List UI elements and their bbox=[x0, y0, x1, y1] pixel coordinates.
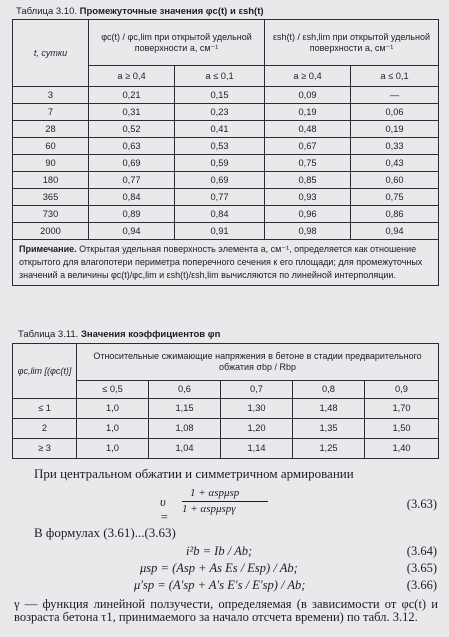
table-cell: 0,98 bbox=[265, 223, 351, 240]
table-row bbox=[13, 223, 439, 240]
equation-3-64: i²b = Ib / Ab; bbox=[186, 544, 253, 558]
table-3-10-body bbox=[13, 87, 439, 240]
table-cell: 0,60 bbox=[351, 172, 439, 189]
table-cell: 0,19 bbox=[265, 104, 351, 121]
table-cell: 1,14 bbox=[221, 439, 293, 459]
eq-number: (3.65) bbox=[406, 561, 437, 575]
table-cell: 0,15 bbox=[175, 87, 265, 104]
table-cell: 0,09 bbox=[265, 87, 351, 104]
table-cell: 730 bbox=[13, 206, 89, 223]
table-cell: 1,30 bbox=[221, 399, 293, 419]
note-text: Открытая удельная поверхность элемента a, см⁻¹, определяется как отношение открытого для влагопотери периметра поперечного сечения к его площади; для промежуточных значений a величины φc(t)/φc,lim и εsh(t)/εsh,lim вычисляются по линейной интерполяции. bbox=[19, 244, 423, 280]
formulas-ref: В формулах (3.61)...(3.63) bbox=[34, 525, 176, 540]
eq-number: (3.66) bbox=[406, 578, 437, 592]
table-cell: 0,31 bbox=[89, 104, 175, 121]
table-cell: 0,23 bbox=[175, 104, 265, 121]
sub-header-cell: 0,9 bbox=[365, 381, 439, 399]
table-cell: 0,75 bbox=[351, 189, 439, 206]
eq-lhs: υ = bbox=[160, 495, 169, 524]
sub-header-cell: 0,6 bbox=[149, 381, 221, 399]
table-cell: 1,70 bbox=[365, 399, 439, 419]
table-cell: 0,19 bbox=[351, 121, 439, 138]
eq-number: (3.63) bbox=[406, 497, 437, 511]
table-cell: 1,0 bbox=[77, 419, 149, 439]
table-cell: 2000 bbox=[13, 223, 89, 240]
table-cell: 0,21 bbox=[89, 87, 175, 104]
sub-header-cell: 0,7 bbox=[221, 381, 293, 399]
equation-3-66: μ′sp = (A′sp + A′s E′s / E′sp) / Ab; bbox=[134, 578, 306, 592]
table-cell: 7 bbox=[13, 104, 89, 121]
table-cell: 1,50 bbox=[365, 419, 439, 439]
caption-prefix: Таблица 3.11. bbox=[18, 329, 79, 340]
table-cell: 0,33 bbox=[351, 138, 439, 155]
table-row bbox=[13, 104, 439, 121]
table-cell: 60 bbox=[13, 138, 89, 155]
table-cell: 1,04 bbox=[149, 439, 221, 459]
table-cell: 0,48 bbox=[265, 121, 351, 138]
table-cell: ≥ 3 bbox=[13, 439, 77, 459]
table-row bbox=[13, 399, 439, 419]
eq-number: (3.64) bbox=[406, 544, 437, 558]
table-cell: 28 bbox=[13, 121, 89, 138]
table-cell: 0,53 bbox=[175, 138, 265, 155]
table-cell: 0,84 bbox=[89, 189, 175, 206]
table-cell: — bbox=[351, 87, 439, 104]
sub-header-ge: a ≥ 0,4 bbox=[89, 66, 175, 87]
table-cell: 1,48 bbox=[293, 399, 365, 419]
table-row bbox=[13, 172, 439, 189]
eq-numerator: 1 + αspμsp bbox=[190, 487, 240, 499]
eq-denominator: 1 + αspμspγ bbox=[182, 503, 236, 515]
intro-paragraph: При центральном обжатии и симметричном армировании bbox=[34, 466, 354, 481]
table-cell: 90 bbox=[13, 155, 89, 172]
table-cell: 0,94 bbox=[89, 223, 175, 240]
table-cell: 2 bbox=[13, 419, 77, 439]
note-label: Примечание. bbox=[19, 244, 77, 254]
table-cell: 1,40 bbox=[365, 439, 439, 459]
table-cell: 1,08 bbox=[149, 419, 221, 439]
col-group-stress: Относительные сжимающие напряжения в бетоне в стадии предварительного обжатия σbp / Rbp bbox=[77, 344, 439, 381]
table-cell: 0,69 bbox=[89, 155, 175, 172]
sub-header-le: a ≤ 0,1 bbox=[175, 66, 265, 87]
sub-header-cell: 0,8 bbox=[293, 381, 365, 399]
equation-3-65: μsp = (Asp + As Es / Esp) / Ab; bbox=[140, 561, 298, 575]
table-3-11-body bbox=[13, 399, 439, 459]
table-cell: 180 bbox=[13, 172, 89, 189]
table-3-10 bbox=[12, 19, 439, 286]
col-group-eps: εsh(t) / εsh,lim при открытой удельной поверхности a, см⁻¹ bbox=[265, 20, 439, 66]
col-header-t: t, сутки bbox=[13, 20, 89, 87]
caption-prefix: Таблица 3.10. bbox=[16, 6, 78, 17]
table-cell: 1,35 bbox=[293, 419, 365, 439]
table-cell: 365 bbox=[13, 189, 89, 206]
caption-title: Промежуточные значения φc(t) и εsh(t) bbox=[79, 6, 264, 17]
table-cell: 0,77 bbox=[175, 189, 265, 206]
table-cell: 0,75 bbox=[265, 155, 351, 172]
table-cell: 0,91 bbox=[175, 223, 265, 240]
table-row bbox=[13, 206, 439, 223]
table-row bbox=[13, 419, 439, 439]
table-row bbox=[13, 155, 439, 172]
table-row bbox=[13, 138, 439, 155]
table-cell: 3 bbox=[13, 87, 89, 104]
col-group-phi: φc(t) / φc,lim при открытой удельной поверхности a, см⁻¹ bbox=[89, 20, 265, 66]
table-3-11 bbox=[12, 343, 439, 459]
table-row bbox=[13, 189, 439, 206]
sub-header-cell: ≤ 0,5 bbox=[77, 381, 149, 399]
table-cell: 0,89 bbox=[89, 206, 175, 223]
table-cell: 0,43 bbox=[351, 155, 439, 172]
table-cell: 0,41 bbox=[175, 121, 265, 138]
table-3-10-caption bbox=[16, 6, 436, 17]
table-cell: 1,25 bbox=[293, 439, 365, 459]
table-cell: 0,93 bbox=[265, 189, 351, 206]
table-cell: 0,94 bbox=[351, 223, 439, 240]
table-cell: ≤ 1 bbox=[13, 399, 77, 419]
table-row bbox=[13, 439, 439, 459]
table-cell: 0,96 bbox=[265, 206, 351, 223]
table-cell: 0,67 bbox=[265, 138, 351, 155]
table-cell: 0,06 bbox=[351, 104, 439, 121]
table-cell: 0,69 bbox=[175, 172, 265, 189]
sub-header-row bbox=[13, 381, 439, 399]
table-cell: 0,77 bbox=[89, 172, 175, 189]
col-header-phi: φc,lim [(φc(t)] bbox=[13, 344, 77, 399]
table-cell: 0,86 bbox=[351, 206, 439, 223]
table-cell: 0,63 bbox=[89, 138, 175, 155]
table-cell: 1,0 bbox=[77, 399, 149, 419]
fraction-bar bbox=[182, 501, 268, 502]
table-cell: 1,15 bbox=[149, 399, 221, 419]
table-cell: 0,52 bbox=[89, 121, 175, 138]
table-cell: 0,85 bbox=[265, 172, 351, 189]
table-cell: 1,0 bbox=[77, 439, 149, 459]
sub-header-ge: a ≥ 0,4 bbox=[265, 66, 351, 87]
sub-header-le: a ≤ 0,1 bbox=[351, 66, 439, 87]
gamma-paragraph: γ — функция линейной ползучести, определяемая (в зависимости от φc(t) и возраста бетона τ1, принимаемого за начало отсчета времени) по табл. 3.12. bbox=[14, 597, 438, 624]
table-row bbox=[13, 87, 439, 104]
table-cell: 0,59 bbox=[175, 155, 265, 172]
caption-title: Значения коэффициентов φn bbox=[80, 329, 221, 340]
table-row bbox=[13, 121, 439, 138]
table-3-11-caption bbox=[18, 329, 438, 340]
table-note bbox=[13, 240, 439, 286]
table-cell: 0,84 bbox=[175, 206, 265, 223]
table-cell: 1,20 bbox=[221, 419, 293, 439]
